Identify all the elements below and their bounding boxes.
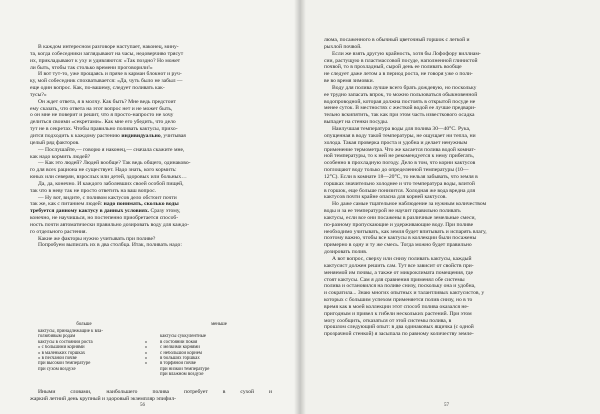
right-page-text	[324, 37, 574, 338]
table-cell-right: в торфяной почве	[160, 361, 196, 367]
text-line: которых с большим успехом применяется полив снизу, но в то	[324, 297, 473, 304]
text-line: А вот вопрос, сверху или снизу поливать кактусы, каждый	[332, 256, 472, 262]
text-line: и сократила... Знаю многих опытных и талантливых кактусистов, у	[324, 290, 485, 297]
page-number-left: 56	[140, 403, 145, 408]
table-cell-left: при высокой температуре	[38, 361, 91, 367]
page-number-right: 57	[444, 403, 449, 408]
text-line: полива и остановился на поливе снизу, поскольку она и удобна,	[324, 283, 476, 290]
table-header-less: меньше	[211, 322, 227, 327]
text-line: прошлом следующий опыт: в два одинаковых ящичка (с одной	[324, 324, 474, 331]
table-cell-right: при влажном воздухе	[160, 372, 204, 378]
text-line: делиться своими «секретами». Как мне его убедить, что дело	[30, 119, 176, 126]
table-cell-left: » в песчаной почве	[38, 355, 77, 361]
text-line: выпадет на стенки посуды.	[324, 119, 389, 126]
table-cell-left: » с большими корнями	[38, 345, 85, 351]
text-line: Иными словами, наибольшего полива потребует в сухой и	[38, 389, 272, 395]
text-line: так что в неву так не просто ответить на ваш вопрос.	[30, 187, 157, 194]
text-line: требуется данному кактусу в данных условиях. Сразу этому,	[30, 208, 181, 215]
text-line: прозрачной стенкой) я засыпала по равному количеству земле-	[324, 331, 474, 338]
text-line: та, когда собеседники заглядывают на часы, недоверчиво трясут	[30, 50, 184, 57]
text-line: могу сообщить, отказаться от этой системы полива, в	[324, 317, 452, 324]
text-line: Если же взять другую крайность, хотя бы Лофофору виллиам-	[332, 50, 481, 57]
text-line: дозировать полив.	[324, 249, 368, 256]
table-cell-mid	[136, 372, 156, 377]
table-cell-mid: »	[144, 361, 148, 367]
text-line: поэтому важно, чтобы все кактусы в коллекции были посажены	[324, 235, 477, 242]
text-line: горшках значительно холоднее и что температура воды, влитой	[324, 180, 475, 187]
text-line: как надо кормить людей?	[30, 153, 91, 160]
text-line: — Ну вот, видите, с поливом кактусов дело обстоит почти	[38, 194, 177, 201]
text-line: тусы?»	[30, 91, 47, 98]
text-line: ему сказать, что ответа на этот вопрос нет и не может быть,	[30, 105, 173, 112]
text-line: конечно, не научишься, но постепенно приобретается способ-	[30, 215, 179, 222]
text-line: Да, да, конечно. И каждого заболевших своей особой пищей,	[38, 180, 184, 187]
text-line: Но даже самые тщательное наблюдение за нужным количеством	[332, 201, 487, 208]
text-line: менее суток. В местностях с жесткой водой ее лучше предвари-	[324, 105, 476, 112]
table-cell-right: при низкой температуре	[160, 366, 210, 372]
table-cell-mid: »	[144, 355, 148, 361]
table-cell-mid: »	[144, 350, 148, 356]
left-page-text	[30, 44, 272, 249]
text-line: стоят кактусы. Сам я для сравнения применял обе системы	[324, 276, 465, 283]
table-column-more	[38, 322, 130, 378]
text-line: воды и за ее температурой не научит правильно поливать	[324, 208, 461, 215]
text-line: юных или северян, взрослых или детей, здоровых или больных…	[30, 174, 187, 181]
text-line: ной температуры, то к ней не рекомендуется к нему прибегать,	[324, 153, 475, 160]
text-line: поглощают воду только до определенной температуры (10—	[324, 167, 469, 174]
text-line: — Как это людей? Людей вообще? Так ведь общего, одинаково-	[38, 160, 191, 167]
table-column-less	[160, 322, 278, 378]
table-cell-right: в состоянии покоя	[160, 339, 198, 345]
text-line: примерно в одну и ту же смесь. Тогда можно будет правильно	[324, 242, 472, 249]
text-line: ность почти автоматически правильно дозировать воду для каждо-	[30, 221, 190, 228]
text-line: В каждом интересном разговоре наступает, наконец, мину-	[38, 44, 179, 50]
table-column-ditto	[136, 322, 156, 378]
text-line: так же, как с питанием людей: надо понимать, сколько воды	[30, 201, 179, 208]
text-line: их, прикладывают к уху и удивляются: «Так поздно? Но может	[30, 57, 181, 64]
text-line: ку, мой собеседник спохватывается: «Да, чуть было не забыл —	[30, 78, 183, 85]
text-line: ли быть, чтобы так столько времени проговорили!»	[30, 64, 153, 71]
text-line: кактусист должен решить сам. Тут все зависит от свойств при-	[324, 262, 474, 269]
table-cell-left: кактусы в состоянии роста	[38, 339, 93, 345]
text-line: необходимо учитывать, как земля будет впитывать и испарять влагу,	[324, 228, 487, 235]
text-line: пригодным и привел к гибели нескольких растений. При этом	[324, 310, 472, 317]
text-line: холода. Такая проверка проста и удобна и делает ненужным	[324, 139, 468, 146]
text-line: Воду для полива лучше всего брать дождевую, но поскольку	[332, 84, 477, 91]
text-line: тут не в секретах. Чтобы правильно поливать кактусы, прихо-	[30, 126, 178, 133]
text-line: люма, посаженного в обычный цветочный горшок с легкой и	[324, 37, 470, 43]
text-line: ее трудно запасать впрок, то можно пользоваться обыкновенной	[324, 91, 478, 98]
text-line: еще один вопрос. Как, по-вашему, следует поливать как-	[30, 85, 165, 92]
text-line: особенно в прохладную погоду. Дело в том, что корни кактусов	[324, 160, 476, 167]
text-line: Попробуем выписать их в два столбца. Итак, поливать надо:	[38, 242, 182, 249]
table-cell-left	[38, 372, 130, 377]
text-line: 12°С). Если в комнате 18—20°С, то нельзя забывать, что земля в	[324, 173, 478, 180]
text-line: в горшок, еще больше понизится. Холодная же вода вредна для	[324, 187, 476, 194]
table-cell-right: кактусы суккулентные	[160, 334, 206, 340]
table-cell-mid: »	[144, 345, 148, 351]
book-gutter	[294, 0, 306, 414]
text-line: го отдельного растения.	[30, 228, 87, 235]
table-cell-right: с мелкими корнями	[160, 345, 200, 351]
text-line: применение термометра. Что же касается полива водой комнат-	[324, 146, 476, 153]
left-page-closing-text	[30, 389, 272, 403]
text-line: ве во время зимовки.	[324, 78, 375, 85]
table-cell-left: » в маленьких горшках	[38, 350, 86, 356]
text-line: о он мне не поверит и решит, что я просто-напросто не хочу	[30, 112, 174, 119]
text-line: целый ряд факторов.	[30, 139, 80, 146]
text-line: жаркий летний день крупный и здоровый экземпляр эпифил-	[30, 395, 177, 402]
text-line: почвой, то в прохладный, сырой день ее поливать вообще	[324, 64, 462, 71]
text-line: меняемой им почвы, а также от микроклимата помещения, где	[324, 269, 473, 276]
text-line: рыхлой почвой.	[324, 43, 362, 50]
text-line: Какие же факторы нужно учитывать при поливе?	[38, 235, 156, 242]
text-line: по-разному пропускающие и удерживающие воду. При поливе	[324, 221, 474, 228]
table-header-more: больше	[76, 322, 92, 327]
text-line: время как в моей коллекции этот способ полива оказался не-	[324, 303, 469, 310]
text-line: тельно вскипятить, так как при этом часть известкового осадка	[324, 112, 475, 119]
text-line: кактусы, если все они посажены в различные земельные смеси,	[324, 214, 476, 221]
right-page	[300, 0, 600, 414]
text-line: И вот тут-то, уже прощаясь и пряче в карман блокнот и руч-	[38, 71, 182, 78]
text-line: Наилучшая температура воды для полива 30—40°С. Рука,	[332, 125, 471, 132]
text-line: Он ждет ответа, я в молчу. Как быть? Мне ведь предстоит	[38, 98, 176, 105]
text-line: — Послушайте,— говорю я наконец,— сначала скажите мне,	[38, 146, 185, 153]
table-cell-right: в больших горшках	[160, 355, 200, 361]
table-cell-mid: »	[144, 339, 148, 345]
text-line: го для всех рациона не существует. Надо знать, кого кормить:	[30, 167, 177, 174]
text-line: дится подходить к каждому растению индивидуально, учитывая	[30, 132, 186, 139]
table-cell-left: голюбивым родам	[38, 334, 76, 340]
table-cell-right: с небольшой корнем	[160, 350, 202, 356]
text-line: не следует даже летом а в период роста, не говоря уже о поли-	[324, 71, 473, 78]
text-line: водопроводной, которая должна постоять в открытой посуде не	[324, 98, 476, 105]
table-cell-left: кактусы, принадлежащие к вла-	[38, 329, 103, 334]
text-line: сии, растущую в пластмассовой посуде, наполненной глинистой	[324, 57, 478, 64]
text-line: кактусов почти крайне опасна для корней кактусов.	[324, 194, 447, 201]
table-cell-left: при сухом воздухе	[38, 366, 76, 372]
text-line: опущенная в воду такой температуры, не ощущает ни тепла, ни	[324, 132, 476, 139]
